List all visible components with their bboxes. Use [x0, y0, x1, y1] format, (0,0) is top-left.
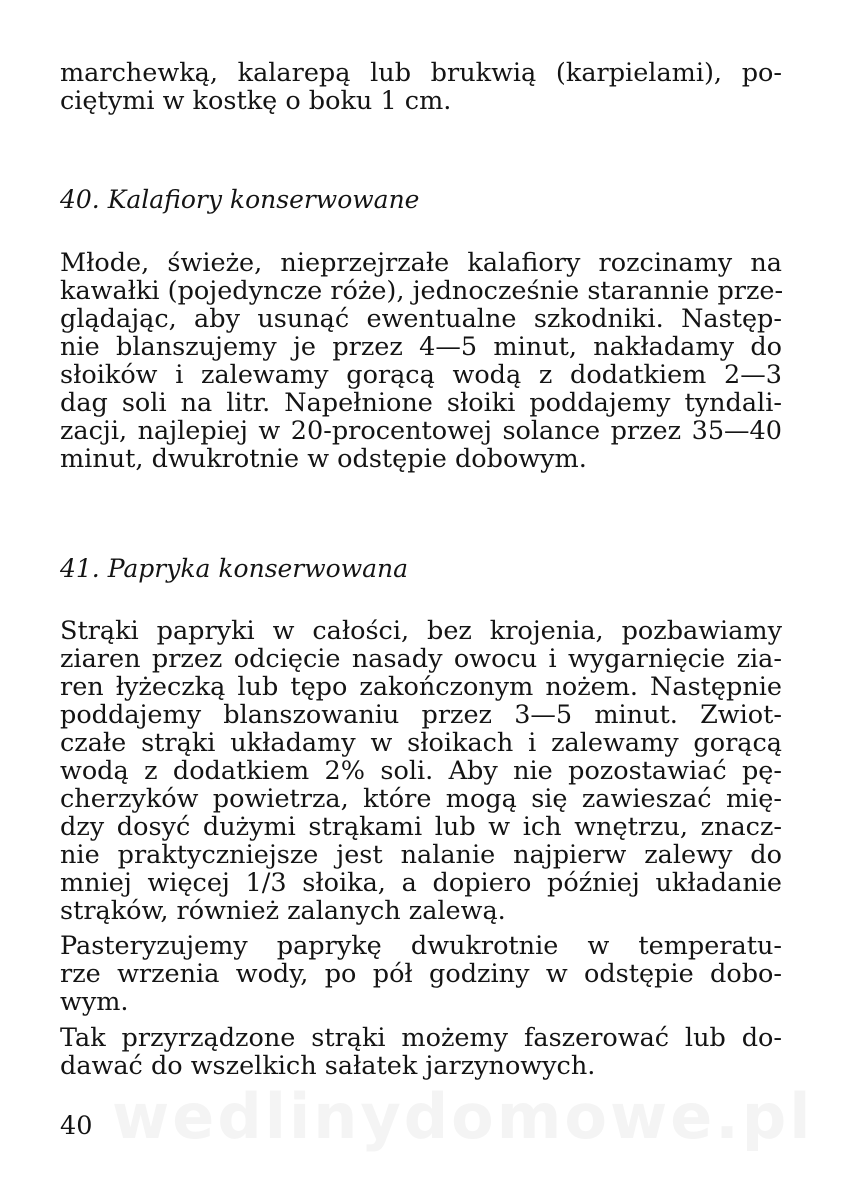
body-text-line: nie praktyczniejsze jest nalanie najpierw zalewy do [60, 840, 782, 870]
body-text-line: rze wrzenia wody, po pół godziny w odstępie dobo- [60, 959, 782, 989]
body-text-line: dawać do wszelkich sałatek jarzynowych. [60, 1051, 596, 1081]
body-text-line: wym. [60, 987, 129, 1017]
body-text-line: ren łyżeczką lub tępo zakończonym nożem. Następnie [60, 672, 782, 702]
body-text-line: ciętymi w kostkę o boku 1 cm. [60, 86, 452, 116]
body-text-line: dag soli na litr. Napełnione słoiki poddajemy tyndali- [60, 388, 782, 418]
body-text-line: Młode, świeże, nieprzejrzałe kalafiory rozcinamy na [60, 248, 782, 278]
body-text-line: minut, dwukrotnie w odstępie dobowym. [60, 444, 587, 474]
page-number: 40 [60, 1111, 93, 1141]
body-text-line: czałe strąki układamy w słoikach i zalewamy gorącą [60, 728, 782, 758]
body-text-line: poddajemy blanszowaniu przez 3—5 minut. Zwiot- [60, 700, 782, 730]
body-text-line: wodą z dodatkiem 2% soli. Aby nie pozostawiać pę- [60, 756, 782, 786]
body-text-line: ziaren przez odcięcie nasady owocu i wygarnięcie zia- [60, 644, 782, 674]
body-text-line: strąków, również zalanych zalewą. [60, 896, 506, 926]
body-text-line: cherzyków powietrza, które mogą się zawieszać mię- [60, 784, 782, 814]
body-text-line: mniej więcej 1/3 słoika, a dopiero później układanie [60, 868, 782, 898]
body-text-line: słoików i zalewamy gorącą wodą z dodatkiem 2—3 [60, 360, 782, 390]
body-text-line: glądając, aby usunąć ewentualne szkodniki. Następ- [60, 304, 782, 334]
body-text-line: Pasteryzujemy paprykę dwukrotnie w temperatu- [60, 931, 782, 961]
watermark: wedlinydomowe.pl [112, 1080, 814, 1153]
body-text-line: kawałki (pojedyncze róże), jednocześnie starannie prze- [60, 276, 784, 306]
body-text-line: marchewką, kalarepą lub brukwią (karpielami), po- [60, 58, 782, 88]
body-text-line: Strąki papryki w całości, bez krojenia, pozbawiamy [60, 616, 782, 646]
body-text-line: Tak przyrządzone strąki możemy faszerować lub do- [60, 1023, 782, 1053]
body-text-line: nie blanszujemy je przez 4—5 minut, nakładamy do [60, 332, 782, 362]
section-heading-40: 40. Kalafiory konserwowane [60, 185, 420, 214]
body-text-line: zacji, najlepiej w 20-procentowej solance przez 35—40 [60, 416, 782, 446]
section-heading-41: 41. Papryka konserwowana [60, 554, 409, 583]
body-text-line: dzy dosyć dużymi strąkami lub w ich wnętrzu, znacz- [60, 812, 782, 842]
